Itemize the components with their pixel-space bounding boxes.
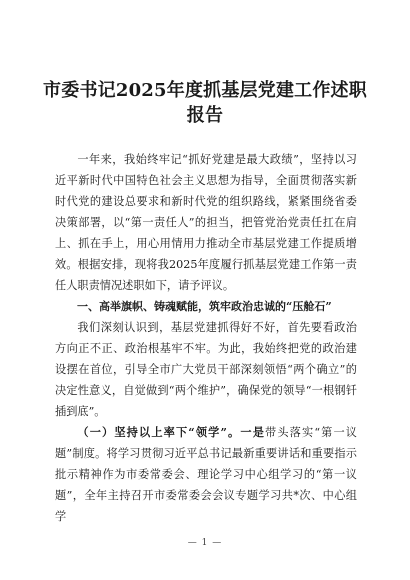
subsection-text-1: 带头落实“第一议题”制度。将学习贯彻习近平总书记最新重要讲话和重要指示批示精神作为市委常委会、理论学习中心组学习的“第一议题”，全年主持召开市委常委会会议专题学习共*次、中心组学 [55,426,357,523]
paragraph-intro: 一年来，我始终牢记“抓好党建是最大政绩”，坚持以习近平新时代中国特色社会主义思想为指导，全面贯彻落实新时代党的建设总要求和新时代党的组织路线，紧紧围绕省委决策部署，以“第一责任人”的担当，把管党治党责任扛在肩上、抓在手上，用心用情用力推动全市基层党建工作提质增效。根据安排，现将我2025年度履行抓基层党建工作第一责任人职责情况述职如下，请予评议。 [55,153,357,292]
page-number: — 1 — [187,538,223,548]
subsection-heading-1: （一）坚持以上率下“领学”。一是 [77,425,266,439]
document-title-line2: 报告 [186,105,224,126]
paragraph-section1: 我们深刻认识到，基层党建抓得好不好，首先要看政治方向正不正、政治根基牢不牢。为此，我始终把党的政治建设摆在首位，引导全市广大党员干部深刻领悟“两个确立”的决定性意义，自觉做到“两个维护”，确保党的领导“一根钢钎插到底”。 [55,321,357,418]
document-body [55,149,357,527]
section-heading-1: 一、高举旗帜、铸魂赋能，筑牢政治忠诚的“压舱石” [77,300,332,313]
paragraph-subsection1 [55,422,357,527]
document-title-line1: 市委书记2025年度抓基层党建工作述职 [43,80,367,101]
